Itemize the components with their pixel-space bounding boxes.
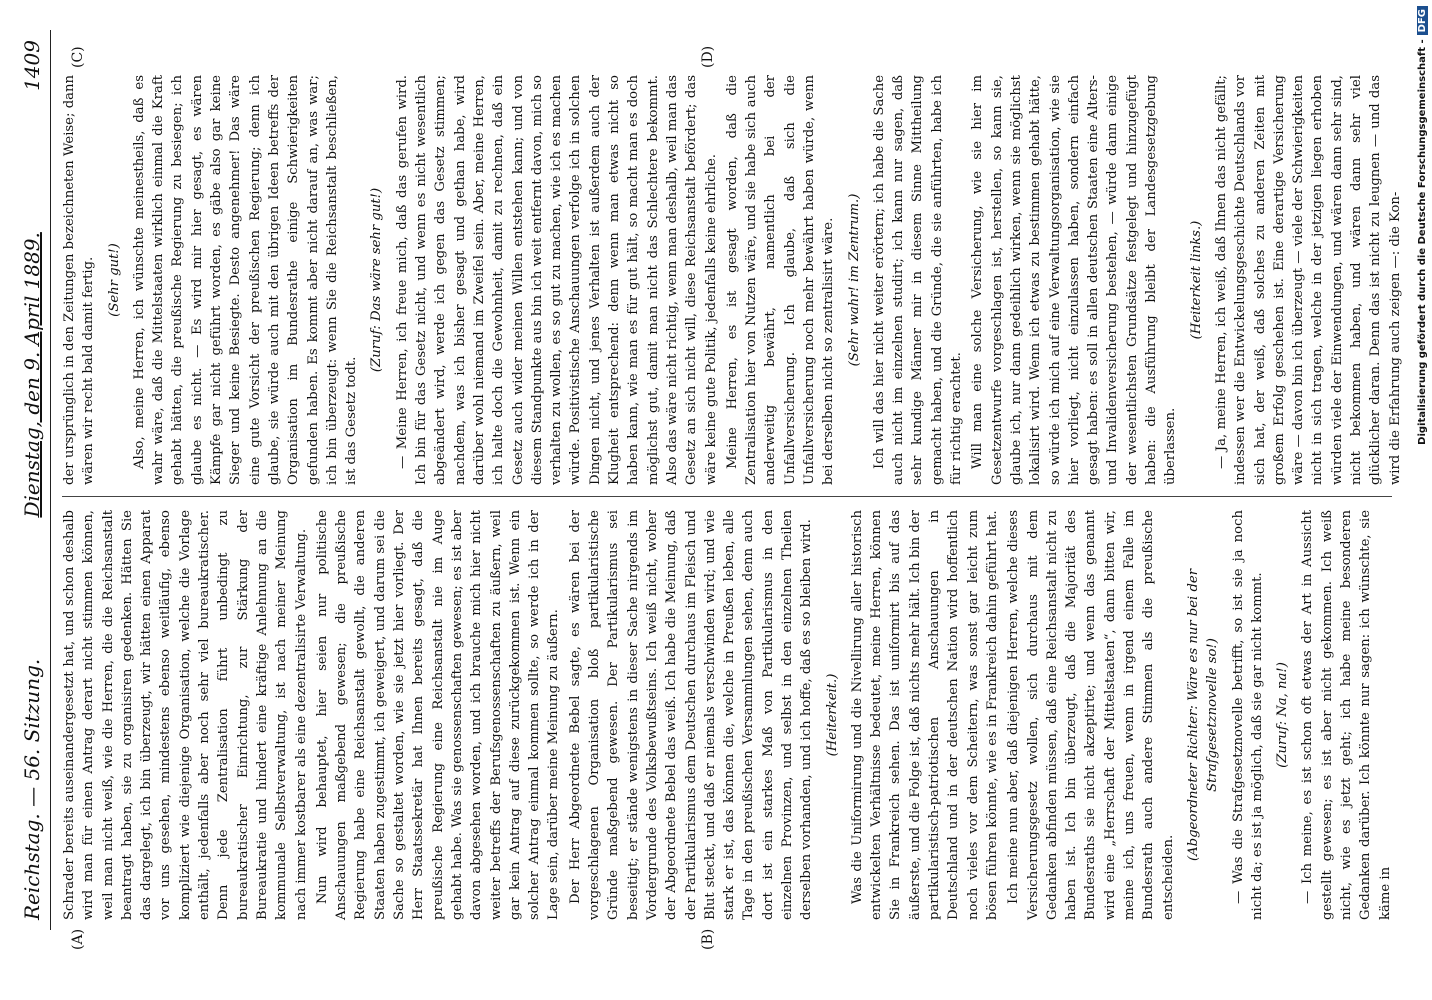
page-number: 1409	[20, 40, 44, 91]
interjection: (Zuruf: Das wäre sehr gut!)	[369, 187, 385, 373]
paragraph: Ich will das hier nicht weiter erörtern; ich habe die Sache auch nicht im einzelnen studirt; ich kann nur sagen, daß sehr kundige Männer mir in diesem Sinne Mittheilung gemacht haben, und die Gründe, die sie anführten, habe ich für richtig erachtet.	[871, 75, 965, 485]
interjection: (Zuruf: Na, na!)	[1275, 662, 1291, 768]
text-column-right	[60, 75, 1403, 485]
paragraph: — Meine Herren, ich freue mich, daß das gerufen wird. Ich bin für das Gesetz nicht, und wenn es nicht wesentlich abgeändert wird, werde ich gegen das Gesetz stimmen; nachdem, was ich bisher gesagt und gethan habe, wird darüber wohl niemand im Zweifel sein. Aber, meine Herren, ich halte doch die Gewohnheit, damit zu rechnen, daß ein Gesetz auch wider meinen Willen entstehen kann; und von diesem Standpunkte aus bin ich weit entfernt davon, mich so verhalten zu wollen, es so gut zu machen, wie ich es machen würde. Positivistische Anschauungen verfolge ich in solchen Dingen nicht, und jenes Verhalten ist außerdem auch der Klugheit entsprechend: denn wenn man etwas nicht so haben kann, wie man es für gut hält, so macht man es doch möglichst gut, damit man nicht das Schlechtere bekommt. Also das wäre nicht richtig, wenn man deshalb, weil man das Gesetz an sich nicht will, diese Reichsanstalt befördert; das wäre keine gute Politik, jedenfalls keine ehrliche.	[394, 75, 719, 485]
dfg-logo: DFG	[1417, 6, 1428, 35]
margin-mark-c: (C)	[70, 46, 86, 68]
paragraph: — Ja, meine Herren, ich weiß, daß Ihnen das nicht gefällt; indessen wer die Entwickelungsgeschichte Deutschlands vor sich hat, der weiß, daß solches zu anderen Zeiten mit großem Erfolg geschehen ist. Eine derartige Versicherung wäre — davon bin ich überzeugt — viele der Schwierigkeiten nicht in sich tragen, welche in der jetzigen liegen erhoben würden viele der Einwendungen, und wären dann sehr sind, nicht bekommen haben, und wären dann sehr viel glücklicher daran. Denn das ist nicht zu leugnen — und das wird die Erfahrung auch zeigen —: die Kon-	[1213, 75, 1403, 485]
paragraph: Nun wird behauptet, hier seien nur politische Anschauungen maßgebend gewesen; die preußische Regierung habe eine Reichsanstalt gewollt, die anderen Staaten haben zugestimmt, ich geweigert, und darum sei die Sache so gestaltet worden, wie sie jetzt hier vorliegt. Der Herr Staatssekretär hat Ihnen bereits gesagt, daß die preußische Regierung eine Reichsanstalt nie im Auge gehabt habe. Was sie genossenschaften gewesen; es ist aber davon abgesehen worden, und ich brauche mich hier nicht weiter betreffs der Berufsgenossenschaften zu äußern, weil gar kein Antrag auf diese zurückgekommen ist. Wenn ein solcher Antrag einmal kommen sollte, so werde ich in der Lage sein, darüber meine Meinung zu äußern.	[314, 510, 562, 920]
margin-mark-b: (B)	[700, 928, 716, 950]
paragraph: Was die Uniformirung und die Nivellirung aller historisch entwickelten Verhältnisse bedeutet, meine Herren, können Sie in Frankreich sehen. Das ist uniformirt bis auf das äußerste, und die Folge ist, daß nichts mehr hält. Ich bin der partikularistisch-patriotischen Anschauungen in Deutschland und in der deutschen Nation wird hoffentlich noch vieles vor dem Scheitern, was sonst gar leicht zum bösen führen könnte, wie es in Frankreich dahin geführt hat.	[849, 510, 1000, 920]
paragraph: — Ich meine, es ist schon oft etwas der Art in Aussicht gestellt gewesen; es ist aber nicht gekommen. Ich weiß nicht, wie es jetzt geht; ich habe meine besonderen Gedanken darüber. Ich könnte nur sagen: ich wünschte, sie käme in	[1300, 510, 1393, 920]
paragraph: Schrader bereits auseinandergesetzt hat, und schon deshalb wird man für einen Antrag derart nicht stimmen können, weil man nicht weiß, wie die Herren, die die Reichsanstalt beantragt haben, sie zu organisiren gedenken. Hätten Sie das dargelegt, ich bin überzeugt, wir hätten einen Apparat vor uns gesehen, mindestens ebenso weitläufig, ebenso kompliziert wie diejenige Organisation, welche die Vorlage enthält, jedenfalls aber noch sehr viel bureaukratischer. Denn jede Zentralisation führt unbedingt zu bureaukratischer Einrichtung, zur Stärkung der Bureaukratie und hindert eine kräftige Anlehnung an die kommunale Selbstverwaltung, ist nach meiner Meinung nach immer kostbarer als eine dezentralisirte Verwaltung.	[62, 510, 309, 920]
margin-mark-a: (A)	[70, 928, 86, 950]
paragraph: Also, meine Herren, ich wünschte meinestheils, daß es wahr wäre, daß die Mittelstaaten wirklich einmal die Kraft gehabt hätten, die preußische Regierung zu besiegen; ich glaube es nicht. — Es wird mir hier gesagt, es wären Kämpfe gar nicht geführt worden, es gäbe also gar keine Sieger und keine Besiegte. Desto angenehmer! Das wäre eine gute Vorsicht der preußischen Regierung; denn ich glaube, sie würde auch mit den übrigen Ideen betreffs der Organisation im Bundesrathe einige Schwierigkeiten gefunden haben. Es kommt aber nicht darauf an, was war; ich bin überzeugt: wenn Sie die Reichsanstalt beschließen, ist das Gesetz todt.	[131, 75, 360, 485]
text-column-left	[60, 510, 1392, 920]
interjection: (Sehr gut!)	[106, 243, 122, 317]
interjection: (Heiterkeit links.)	[1188, 220, 1204, 340]
credit-line	[1412, 0, 1432, 1000]
paragraph: der ursprünglich in den Zeitungen bezeichneten Weise; dann wären wir recht bald damit fertig.	[62, 75, 97, 485]
paragraph: Will man eine solche Versicherung, wie sie hier im Gesetzentwurfe vorgeschlagen ist, herstellen, so kann sie, glaube ich, nur dann gedeihlich wirken, wenn sie möglichst lokalisirt wird. Wenn ich etwas zu bestimmen gehabt hätte, so würde ich mich auf eine Verwaltungsorganisation, wie sie hier vorliegt, nicht einzulassen haben, sondern einfach gesagt haben: es soll in allen deutschen Staaten eine Alters- und Invalidenversicherung bestehen, — würde dann einige der wesentlichsten Grundsätze festgelegt und hinzugefügt haben: die Ausführung bleibt der Landesgesetzgebung überlassen.	[970, 75, 1179, 485]
digitization-credit	[1412, 0, 1432, 1000]
paragraph: Der Herr Abgeordnete Bebel sagte, es wären bei der vorgeschlagenen Organisation bloß partikularistische Gründe maßgebend gewesen. Der Partikularismus sei beseitigt; er stände wenigstens in dieser Sache nirgends im Vordergrunde des Volksbewußtseins. Ich weiß nicht, woher der Abgeordnete Bebel das weiß. Ich habe die Meinung, daß der Partikularismus dem Deutschen durchaus im Fleisch und Blut steckt, und daß er niemals verschwinden wird; und wie stark er ist, das können die, welche in Preußen leben, alle Tage in den preußischen Versammlungen sehen, denn auch dort ist ein starkes Maß von Partikularismus in den einzelnen Provinzen, und selbst in den einzelnen Theilen derselben vorhanden, und ich hoffe, daß es so bleiben wird.	[567, 510, 815, 920]
interjection: (Abgeordneter Richter: Wäre es nur bei der Strafgesetznovelle so!)	[1185, 568, 1221, 862]
column-divider	[62, 496, 1392, 497]
header-date: Dienstag, den 9. April 1889.	[20, 232, 44, 518]
paragraph: Ich meine nun aber, daß diejenigen Herren, welche dieses Versicherungsgesetz wollen, sich durchaus mit dem Gedanken abfinden müssen, daß eine Reichsanstalt nicht zu haben ist. Ich bin überzeugt, daß die Majorität des Bundesraths sie nicht akzeptirte; und wenn das genannt wird eine „Herrschaft der Mittelstaaten“, dann bitten wir, meine ich, uns freuen, wenn in irgend einem Falle im Bundesrath auch andere Stimmen als die preußische entscheiden.	[1006, 510, 1176, 920]
page-header	[14, 30, 51, 930]
credit-text: Digitalisierung gefördert durch die Deutsche Forschungsgemeinschaft -	[1416, 39, 1428, 445]
paragraph: Meine Herren, es ist gesagt worden, daß die Zentralisation hier von Nutzen wäre, und sie habe sich auch anderweitig bewährt, namentlich bei der Unfallversicherung. Ich glaube, daß sich die Unfallversicherung noch mehr bewährt haben würde, wenn bei derselben nicht so zentralisirt wäre.	[724, 75, 837, 485]
header-left: Reichstag. — 56. Sitzung.	[20, 658, 44, 920]
interjection: (Sehr wahr! im Zentrum.)	[846, 193, 862, 367]
paragraph: — Was die Strafgesetznovelle betrifft, so ist sie ja noch nicht da; es ist ja möglich, daß sie gar nicht kommt.	[1230, 510, 1265, 920]
interjection: (Heiterkeit.)	[824, 673, 840, 757]
margin-mark-d: (D)	[700, 45, 716, 68]
